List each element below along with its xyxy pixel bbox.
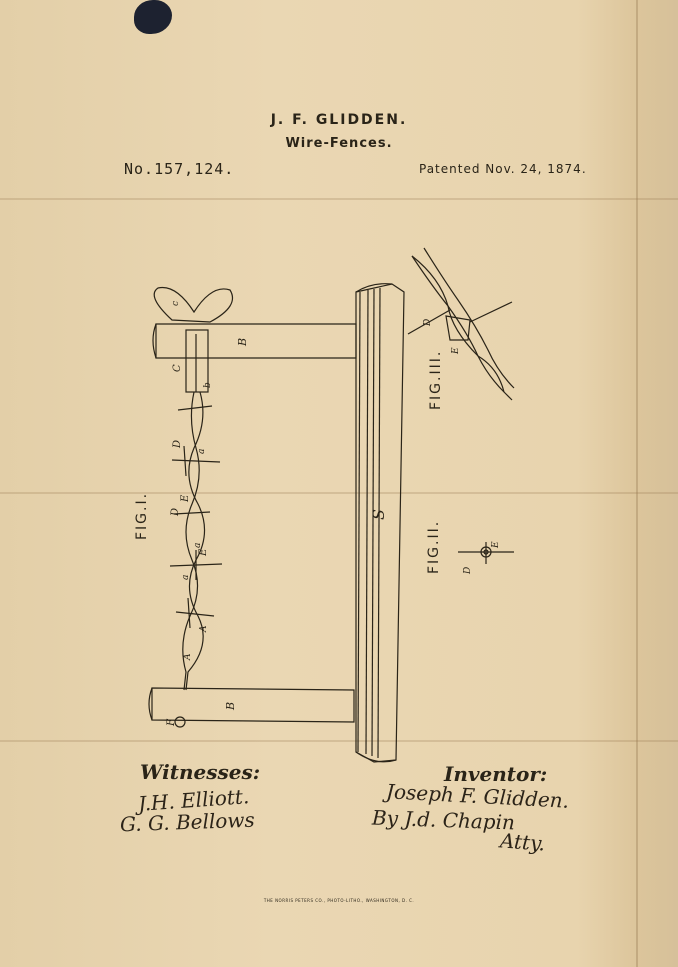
lower-arm: [149, 688, 354, 727]
fig3-label: FIG.III.: [428, 349, 444, 410]
fig1-label: FIG.I.: [134, 491, 150, 540]
witness-signature-1: J.H. Elliott.: [137, 784, 250, 816]
patent-title: Wire-Fences.: [285, 136, 393, 151]
letter-fig3-D: D: [423, 318, 433, 326]
letter-key: C: [172, 364, 183, 372]
upper-arm: [153, 324, 356, 392]
fig2-label: FIG.II.: [426, 519, 442, 574]
fence-post: [356, 284, 404, 762]
witness-signature-2: G. G. Bellows: [119, 807, 256, 837]
letter-a: a: [193, 542, 203, 548]
inventor-signature: Joseph F. Glidden.: [385, 779, 570, 813]
letter-a: a: [197, 448, 207, 454]
letter-D: D: [170, 507, 181, 516]
letter-arm-bottom: B: [224, 701, 237, 710]
letter-b: b: [203, 382, 213, 388]
wing-key: [154, 288, 232, 323]
letter-arm-top: B: [236, 337, 249, 346]
letter-a: a: [181, 574, 191, 580]
inventor-name: J. F. GLIDDEN.: [270, 112, 408, 128]
letter-post: S: [369, 509, 388, 520]
letter-E: E: [198, 548, 209, 556]
patent-date: Patented Nov. 24, 1874.: [419, 162, 587, 176]
attorney-title: Atty.: [499, 828, 546, 856]
letter-A: A: [183, 653, 193, 660]
attorney-signature: By J.d. Chapin: [371, 805, 516, 835]
patent-number: No.157,124.: [124, 160, 235, 178]
barbed-wire: [170, 392, 222, 690]
letter-small-c: c: [171, 300, 181, 306]
fig2-detail: [458, 542, 514, 564]
printer-credit: THE NORRIS PETERS CO., PHOTO-LITHO., WASHINGTON, D. C.: [263, 898, 415, 903]
letter-D: D: [172, 439, 183, 448]
letter-fig2-D: D: [463, 566, 473, 574]
inventor-heading: Inventor:: [444, 762, 548, 786]
letter-A: A: [199, 625, 209, 632]
letter-fig2-E: E: [491, 541, 501, 548]
letter-F: F: [166, 719, 177, 726]
letter-E: E: [180, 494, 191, 502]
witnesses-heading: Witnesses:: [140, 760, 261, 784]
letter-fig3-E: E: [451, 347, 461, 354]
